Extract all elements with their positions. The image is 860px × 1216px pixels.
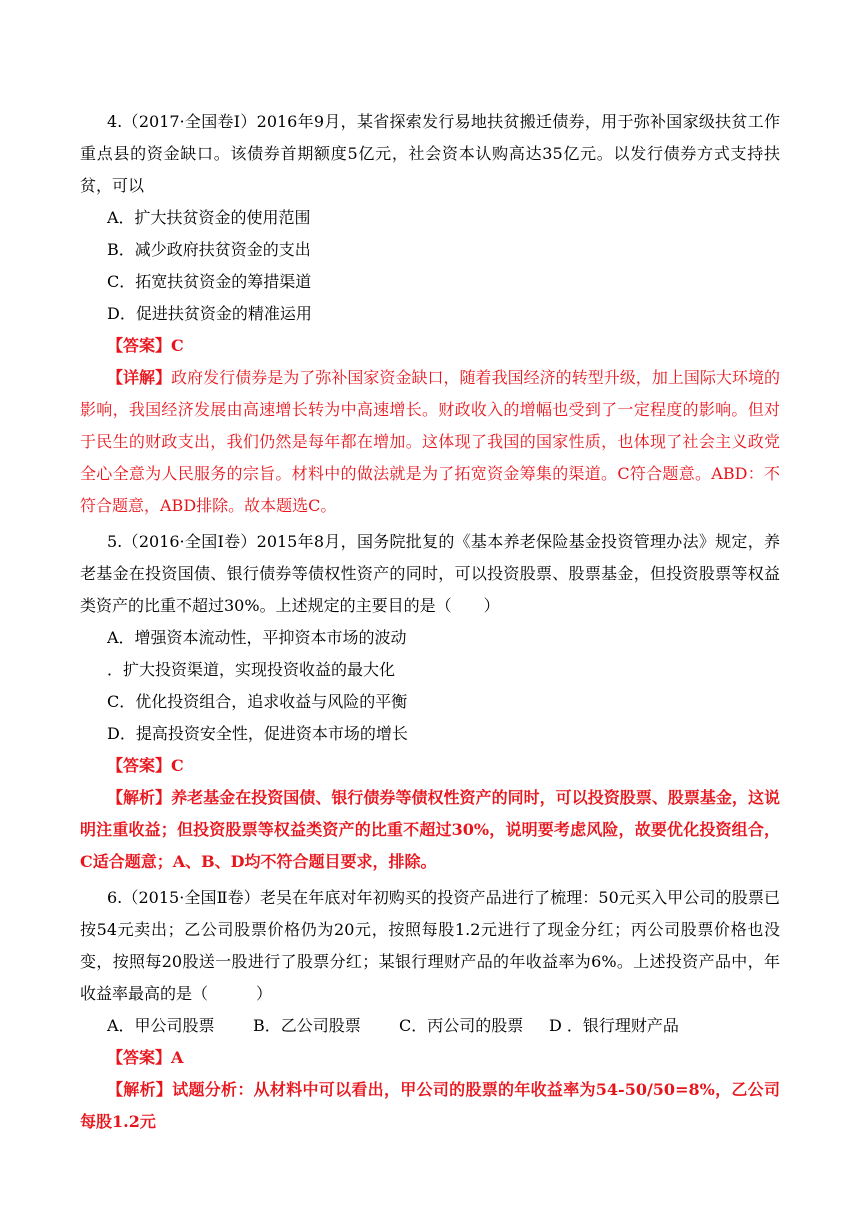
question-4-explanation-tag: 【详解】 (107, 368, 172, 387)
question-4-explanation-text: 政府发行债券是为了弥补国家资金缺口，随着我国经济的转型升级，加上国际大环境的影响，我国经济发展由高速增长转为中高速增长。财政收入的增幅也受到了一定程度的影响。但对于民生的财政支出，我们仍然是每年都在增加。这体现了我国的国家性质，也体现了社会主义政党全心全意为人民服务的宗旨。材料中的做法就是为了拓宽资金筹集的渠道。C符合题意。ABD：不符合题意，ABD排除。故本题选C。 (80, 368, 780, 515)
question-6-option-b: B．乙公司股票 (253, 1016, 361, 1035)
question-4-option-d: D．促进扶贫资金的精准运用 (107, 304, 312, 323)
question-4-explanation (80, 362, 780, 522)
question-5-option-c: C．优化投资组合，追求收益与风险的平衡 (107, 692, 408, 711)
question-5-explanation (80, 782, 780, 878)
question-5-answer: 【答案】C (107, 756, 184, 775)
question-6-explanation-text: 试题分析：从材料中可以看出，甲公司的股票的年收益率为54-50/50=8%，乙公司每股1.2元 (80, 1080, 780, 1131)
question-6-options (80, 1010, 780, 1042)
question-5-option-b: ．扩大投资渠道，实现投资收益的最大化 (107, 660, 396, 679)
question-5-option-d: D．提高投资安全性，促进资本市场的增长 (107, 724, 408, 743)
question-4-option-b: B．减少政府扶贫资金的支出 (107, 240, 311, 259)
question-6-option-c: C．丙公司的股票 (399, 1016, 524, 1035)
question-5-option-a: A．增强资本流动性，平抑资本市场的波动 (107, 628, 407, 647)
question-5 (80, 526, 780, 878)
question-6-option-d: D ．银行理财产品 (549, 1016, 679, 1035)
question-4 (80, 106, 780, 522)
question-5-explanation-tag: 【解析】 (107, 788, 172, 807)
question-4-answer: 【答案】C (107, 336, 184, 355)
question-6-answer: 【答案】A (107, 1048, 184, 1067)
question-6 (80, 882, 780, 1138)
question-6-option-a: A．甲公司股票 (107, 1016, 215, 1035)
question-6-explanation (80, 1074, 780, 1138)
question-4-stem: 4.（2017·全国卷Ⅰ）2016年9月，某省探索发行易地扶贫搬迁债券，用于弥补国家级扶贫工作重点县的资金缺口。该债券首期额度5亿元，社会资本认购高达35亿元。以发行债券方式支持扶贫，可以 (80, 112, 780, 195)
question-4-option-c: C．拓宽扶贫资金的筹措渠道 (107, 272, 312, 291)
question-6-stem: 6.（2015·全国Ⅱ卷）老吴在年底对年初购买的投资产品进行了梳理：50元买入甲公司的股票已按54元卖出；乙公司股票价格仍为20元，按照每股1.2元进行了现金分红；丙公司股票价格也没变，按照每20股送一股进行了股票分红；某银行理财产品的年收益率为6%。上述投资产品中，年收益率最高的是（ ） (80, 888, 780, 1003)
question-5-stem: 5.（2016·全国Ⅰ卷）2015年8月，国务院批复的《基本养老保险基金投资管理办法》规定，养老基金在投资国债、银行债券等债权性资产的同时，可以投资股票、股票基金，但投资股票等权益类资产的比重不超过30%。上述规定的主要目的是（ ） (80, 532, 780, 615)
question-5-explanation-text: 养老基金在投资国债、银行债券等债权性资产的同时，可以投资股票、股票基金，这说明注重收益；但投资股票等权益类资产的比重不超过30%，说明要考虑风险，故要优化投资组合，C适合题意；A、B、D均不符合题目要求，排除。 (80, 788, 780, 871)
question-4-option-a: A．扩大扶贫资金的使用范围 (107, 208, 311, 227)
question-6-explanation-tag: 【解析】 (107, 1080, 173, 1099)
